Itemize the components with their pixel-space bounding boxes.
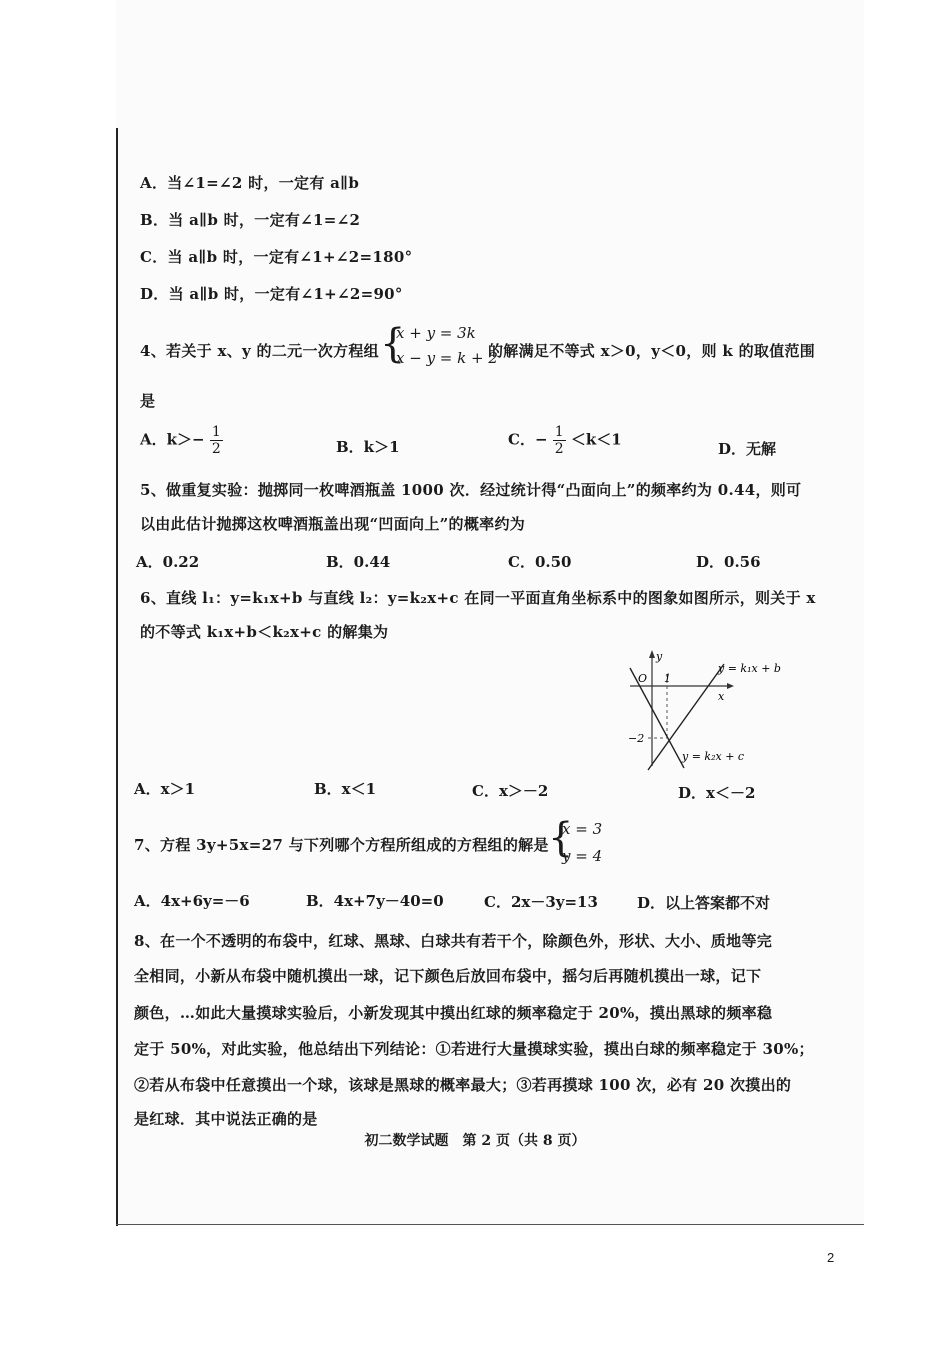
fraction-denominator: 2 xyxy=(211,441,221,457)
graph-label-x: x xyxy=(718,690,725,703)
q3-option-d: D．当 a∥b 时，一定有∠1+∠2=90° xyxy=(140,285,403,303)
q4-option-a-text: A．k＞− xyxy=(140,430,205,449)
q6-option-a: A．x＞1 xyxy=(134,780,196,798)
graph-label-one: 1 xyxy=(664,672,671,685)
q4-option-d: D．无解 xyxy=(718,440,777,458)
page-footer: 初二数学试题 第 2 页（共 8 页） xyxy=(364,1133,586,1149)
q7-system-brace: { xyxy=(548,815,574,861)
fraction-numerator: 1 xyxy=(211,424,221,440)
q8-line-6: 是红球．其中说法正确的是 xyxy=(134,1110,318,1128)
page-number: 2 xyxy=(827,1250,835,1265)
q3-option-c: C．当 a∥b 时，一定有∠1+∠2=180° xyxy=(140,248,413,266)
q4-option-c-pre: C．− xyxy=(508,430,548,449)
q5-option-a: A．0.22 xyxy=(136,553,200,571)
q7-eq2: y = 4 xyxy=(562,847,603,865)
q5-line2: 以由此估计抛掷这枚啤酒瓶盖出现“凹面向上”的概率约为 xyxy=(140,515,526,533)
q6-graph xyxy=(622,646,792,776)
fraction-one-half xyxy=(553,424,566,457)
q8-line-2: 全相同，小新从布袋中随机摸出一球，记下颜色后放回布袋中，摇匀后再随机摸出一球，记下 xyxy=(134,967,762,985)
graph-label-y: y xyxy=(656,650,663,663)
q7-text: 7、方程 3y+5x=27 与下列哪个方程所组成的方程组的解是 xyxy=(134,836,549,854)
q6-option-c: C．x＞－2 xyxy=(472,782,549,800)
page-bottom-edge xyxy=(116,1224,864,1225)
q8-line-1: 8、在一个不透明的布袋中，红球、黑球、白球共有若干个，除颜色外，形状、大小、质地等完 xyxy=(134,932,773,950)
y-axis-arrow xyxy=(649,650,655,658)
q4-option-b: B．k＞1 xyxy=(336,438,400,456)
q3-option-a: A．当∠1=∠2 时，一定有 a∥b xyxy=(140,174,360,192)
q5-option-d: D．0.56 xyxy=(696,553,761,571)
q6-line2: 的不等式 k₁x+b＜k₂x+c 的解集为 xyxy=(140,623,389,641)
q3-option-b: B．当 a∥b 时，一定有∠1=∠2 xyxy=(140,211,361,229)
q7-option-b: B．4x+7y－40=0 xyxy=(306,892,444,910)
q4-option-a xyxy=(140,424,223,457)
fraction-numerator: 1 xyxy=(554,424,564,440)
q4-eq2: x − y = k + 2 xyxy=(396,349,498,367)
q4-suffix: 的解满足不等式 x＞0，y＜0，则 k 的取值范围 xyxy=(488,342,816,360)
q5-option-b: B．0.44 xyxy=(326,553,391,571)
q8-line-3: 颜色，…如此大量摸球实验后，小新发现其中摸出红球的频率稳定于 20%，摸出黑球的频率稳 xyxy=(134,1004,773,1022)
q4-eq1: x + y = 3k xyxy=(396,324,476,342)
q5-line1: 5、做重复实验：抛掷同一枚啤酒瓶盖 1000 次．经过统计得“凸面向上”的频率约为 0.44，则可 xyxy=(140,481,802,499)
q6-option-d: D．x＜－2 xyxy=(678,784,756,802)
graph-label-neg2: −2 xyxy=(628,732,645,745)
q7-option-d: D．以上答案都不对 xyxy=(637,894,771,912)
q4-system-brace: { xyxy=(380,321,406,367)
q6-line1: 6、直线 l₁：y=k₁x+b 与直线 l₂：y=k₂x+c 在同一平面直角坐标系中的图象如图所示，则关于 x xyxy=(140,589,816,607)
fraction-denominator: 2 xyxy=(554,441,564,457)
fraction-one-half xyxy=(210,424,223,457)
q4-line2: 是 xyxy=(140,392,156,410)
q4-option-c-post: ＜k＜1 xyxy=(570,430,622,449)
x-axis-arrow xyxy=(727,683,734,689)
graph-label-l2: y = k₂x + c xyxy=(682,750,745,763)
graph-label-o: O xyxy=(638,672,648,685)
page-left-edge xyxy=(116,128,118,1226)
q8-line-4: 定于 50%，对此实验，他总结出下列结论：①若进行大量摸球实验，摸出白球的频率稳定于 30%； xyxy=(134,1040,814,1058)
q4-option-c xyxy=(508,424,622,457)
graph-label-l1: y = k₁x + b xyxy=(718,662,781,675)
q8-line-5: ②若从布袋中任意摸出一个球，该球是黑球的概率最大；③若再摸球 100 次，必有 20 次摸出的 xyxy=(134,1076,792,1094)
q5-option-c: C．0.50 xyxy=(508,553,572,571)
q7-option-a: A．4x+6y=－6 xyxy=(134,892,250,910)
q6-option-b: B．x＜1 xyxy=(314,780,377,798)
q7-option-c: C．2x－3y=13 xyxy=(484,893,598,911)
q7-eq1: x = 3 xyxy=(562,820,603,838)
q4-prefix: 4、若关于 x、y 的二元一次方程组 xyxy=(140,342,379,360)
